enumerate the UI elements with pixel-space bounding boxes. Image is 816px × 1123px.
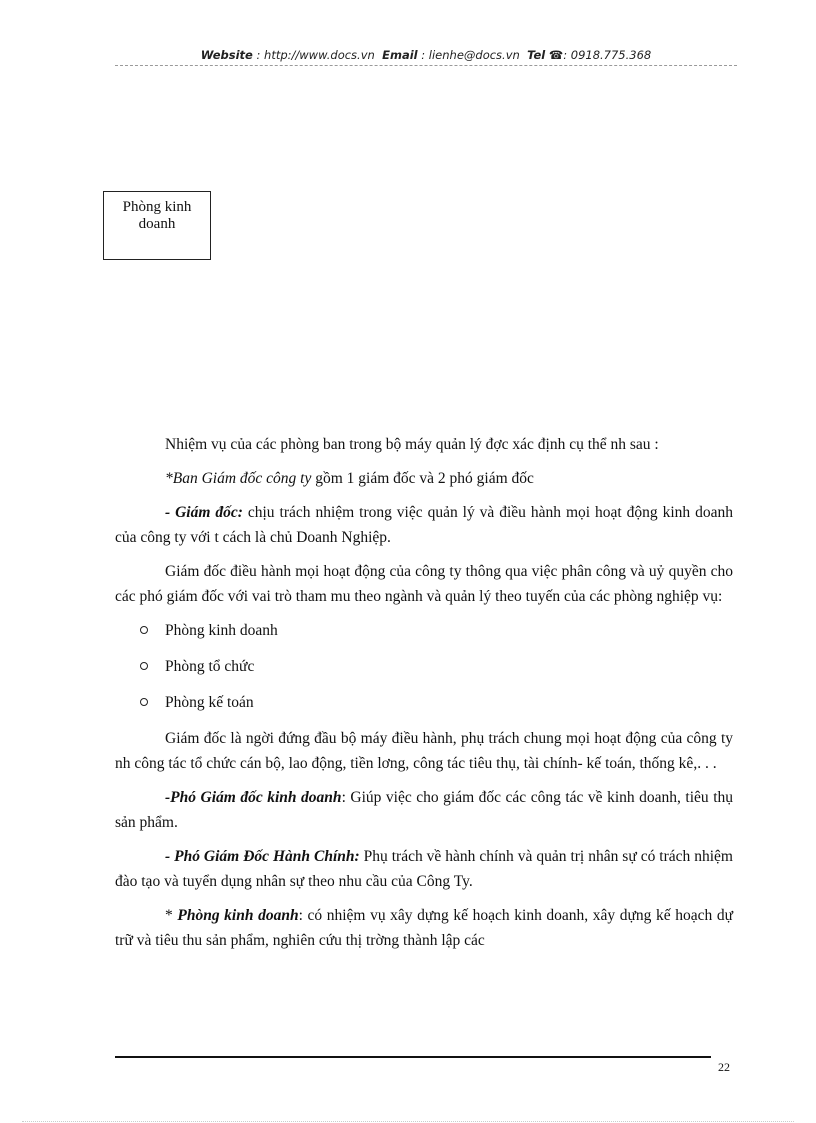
paragraph-vp-business [115,785,733,835]
tel-label: Tel [527,48,546,62]
director-heading: - Giám đốc: [165,504,243,521]
footer-divider [115,1056,711,1058]
circle-bullet-icon [140,626,148,634]
org-chart-box [103,191,211,260]
page-header [115,48,737,62]
circle-bullet-icon [140,662,148,670]
website-label: Website [200,48,253,62]
email-value: : lienhe@docs.vn [421,48,520,62]
phone-icon: ☎ [548,48,564,62]
paragraph-business-dept [115,903,733,953]
header-divider [115,65,737,66]
circle-bullet-icon [140,698,148,706]
business-dept-heading: Phòng kinh doanh [177,907,299,924]
vp-business-text: : Giúp việc cho giám đốc các công tác về kinh doanh, tiêu thụ sản phẩm. [115,789,733,831]
paragraph-intro: Nhiệm vụ của các phòng ban trong bộ máy quản lý đợc xác định cụ thể nh sau : [165,436,659,453]
page-bottom-border [22,1121,794,1122]
paragraph-vp-admin [115,844,733,894]
tel-value: : 0918.775.368 [563,48,652,62]
vp-business-heading: -Phó Giám đốc kinh doanh [165,789,342,806]
document-body [115,432,733,962]
list-item [115,690,733,715]
list-item-label: Phòng kế toán [165,694,254,711]
paragraph-director-role: Giám đốc là ngời đứng đầu bộ máy điều hành, phụ trách chung mọi hoạt động của công ty nh công tác tổ chức cán bộ, lao động, tiền lơng, công tác tiêu thụ, tài chính- kế toán, thống kê,. . . [115,730,733,772]
paragraph-director-duties: Giám đốc điều hành mọi hoạt động của công ty thông qua việc phân công và uỷ quyền cho các phó giám đốc với vai trò tham mu theo ngành và quản lý theo tuyến của các phòng nghiệp vụ: [115,563,733,605]
email-label: Email [382,48,418,62]
org-box-line1: Phòng kinh [122,199,192,215]
list-item-label: Phòng tổ chức [165,658,255,675]
page-number: 22 [718,1060,730,1074]
website-value: : http://www.docs.vn [256,48,375,62]
paragraph-board [115,466,733,491]
vp-admin-text: Phụ trách về hành chính và quản trị nhân sự có trách nhiệm đào tạo và tuyển dụng nhân sự theo nhu cầu của Công Ty. [115,848,733,890]
director-text: chịu trách nhiệm trong việc quản lý và điều hành mọi hoạt động kinh doanh của công ty với t cách là chủ Doanh Nghiệp. [115,504,733,546]
list-item-label: Phòng kinh doanh [165,622,278,639]
board-text: gồm 1 giám đốc và 2 phó giám đốc [311,470,534,487]
list-item [115,654,733,679]
list-item [115,618,733,643]
org-box-line2: doanh [138,216,176,232]
business-dept-text: : có nhiệm vụ xây dựng kế hoạch kinh doanh, xây dựng kế hoạch dự trữ và tiêu thu sản phẩm, nghiên cứu thị trờng thành lập các [115,907,734,949]
paragraph-director [115,500,733,550]
board-heading: *Ban Giám đốc công ty [165,470,312,487]
business-dept-prefix: * [165,907,178,924]
vp-admin-heading: - Phó Giám Đốc Hành Chính: [165,848,360,865]
